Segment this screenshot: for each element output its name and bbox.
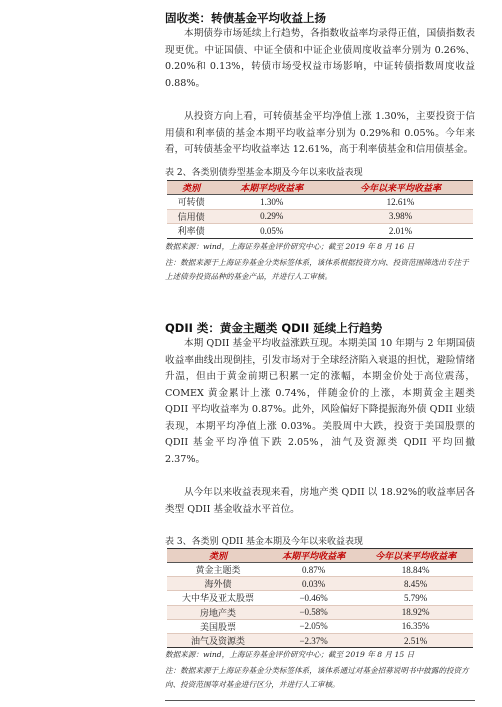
column-header-category: 类别 bbox=[167, 549, 269, 563]
table3-caption: 表 3、各类别 QDII 基金本期及今年以来收益表现 bbox=[165, 537, 364, 547]
cell-ytd-return: 16.35% bbox=[358, 619, 473, 633]
table-row bbox=[167, 563, 473, 577]
table2-note: 注：数据来源于上海证券基金分类标签体系，该体系根据投资方向、投资范围筛选出专注于上述债券投资品种的基金产品，并进行人工审核。 bbox=[165, 258, 469, 281]
cell-ytd-return: 3.98% bbox=[328, 209, 473, 224]
cell-category: 大中华及亚太股票 bbox=[167, 591, 269, 605]
section-title-fixed-income: 固收类：转债基金平均收益上扬 bbox=[165, 11, 326, 25]
column-header-ytd-return: 今年以来平均收益率 bbox=[358, 549, 473, 563]
cell-period-return: 0.29% bbox=[215, 209, 328, 224]
table-row bbox=[167, 591, 473, 605]
paragraph-qdii-ytd: 从今年以来收益表现来看，房地产类 QDII 以 18.92%的收益率居各类型 QDII 基金收益水平首位。 bbox=[165, 487, 475, 515]
cell-ytd-return: 8.45% bbox=[358, 577, 473, 591]
table2-source: 数据来源：wind，上海证券基金评价研究中心；截至 2019 年 8 月 16 日 bbox=[165, 242, 415, 251]
qdii-fund-returns-table bbox=[167, 548, 473, 648]
table-row bbox=[167, 605, 473, 619]
cell-ytd-return: 5.79% bbox=[358, 591, 473, 605]
column-header-category: 类别 bbox=[167, 181, 215, 195]
cell-category: 海外债 bbox=[167, 577, 269, 591]
table-header-row bbox=[167, 181, 473, 195]
cell-period-return: −2.37% bbox=[269, 633, 358, 647]
paragraph-bond-market: 本期债券市场延续上行趋势，各指数收益率均录得正值，国债指数表现更优。中证国债、中证全债和中证企业债周度收益率分别为 0.26%、0.20%和 0.13%，转债市场受权益市场影响，中证转债指数周度收益 0.88%。 bbox=[165, 28, 475, 89]
section-title-qdii: QDII 类：黄金主题类 QDII 延续上行趋势 bbox=[165, 321, 383, 335]
cell-ytd-return: 18.92% bbox=[358, 605, 473, 619]
cell-category: 利率债 bbox=[167, 224, 215, 239]
table-row bbox=[167, 633, 473, 647]
cell-ytd-return: 18.84% bbox=[358, 563, 473, 577]
table3-note: 注：数据来源于上海证券基金分类标签体系，该体系通过对基金招募说明书中披露的投资方向、投资范围等对基金进行区分，并进行人工审核。 bbox=[165, 666, 469, 689]
table2-caption: 表 2、各类别债券型基金本期及今年以来收益表现 bbox=[165, 168, 363, 178]
table-row bbox=[167, 224, 473, 239]
cell-ytd-return: 2.01% bbox=[328, 224, 473, 239]
paragraph-investment-direction: 从投资方向上看，可转债基金平均净值上涨 1.30%，主要投资于信用债和利率债的基金本期平均收益率分别为 0.29%和 0.05%。今年来看，可转债基金平均收益率达 12.61%，高于利率债基金和信用债基金。 bbox=[165, 111, 475, 155]
cell-ytd-return: 12.61% bbox=[328, 195, 473, 210]
cell-category: 油气及资源类 bbox=[167, 633, 269, 647]
column-header-ytd-return: 今年以来平均收益率 bbox=[328, 181, 473, 195]
cell-category: 美国股票 bbox=[167, 619, 269, 633]
cell-category: 信用债 bbox=[167, 209, 215, 224]
cell-period-return: 0.87% bbox=[269, 563, 358, 577]
cell-ytd-return: 2.51% bbox=[358, 633, 473, 647]
table-row bbox=[167, 577, 473, 591]
table-header-row bbox=[167, 549, 473, 563]
table-row bbox=[167, 209, 473, 224]
cell-period-return: −2.05% bbox=[269, 619, 358, 633]
table-row bbox=[167, 195, 473, 210]
column-header-period-return: 本期平均收益率 bbox=[215, 181, 328, 195]
cell-category: 黄金主题类 bbox=[167, 563, 269, 577]
cell-period-return: −0.46% bbox=[269, 591, 358, 605]
cell-period-return: −0.58% bbox=[269, 605, 358, 619]
table3-source: 数据来源：wind，上海证券基金评价研究中心；截至 2019 年 8 月 15 日 bbox=[165, 650, 415, 659]
cell-period-return: 1.30% bbox=[215, 195, 328, 210]
cell-period-return: 0.05% bbox=[215, 224, 328, 239]
bond-fund-returns-table bbox=[167, 180, 473, 239]
footer-divider bbox=[165, 700, 475, 701]
cell-period-return: 0.03% bbox=[269, 577, 358, 591]
cell-category: 房地产类 bbox=[167, 605, 269, 619]
table-row bbox=[167, 619, 473, 633]
paragraph-qdii-performance: 本期 QDII 基金平均收益涨跌互现。本期美国 10 年期与 2 年期国债收益率曲线出现倒挂，引发市场对于全球经济陷入衰退的担忧，避险情绪升温，但由于黄金前期已积累一定的涨幅，本期金价处于高位震荡，COMEX 黄金累计上涨 0.74%，伴随金价的上涨，本期黄金主题类 QDII 平均收益率为 0.87%。此外，风险偏好下降提振海外债 QDII 业绩表现，本期平均净值上涨 0.03%。美股周中大跌，投资于美国股票的 QDII 基金平均净值下跌 2.05%，油气及资源类 QDII 平均回撤 2.37%。 bbox=[165, 338, 475, 465]
cell-category: 可转债 bbox=[167, 195, 215, 210]
column-header-period-return: 本期平均收益率 bbox=[269, 549, 358, 563]
